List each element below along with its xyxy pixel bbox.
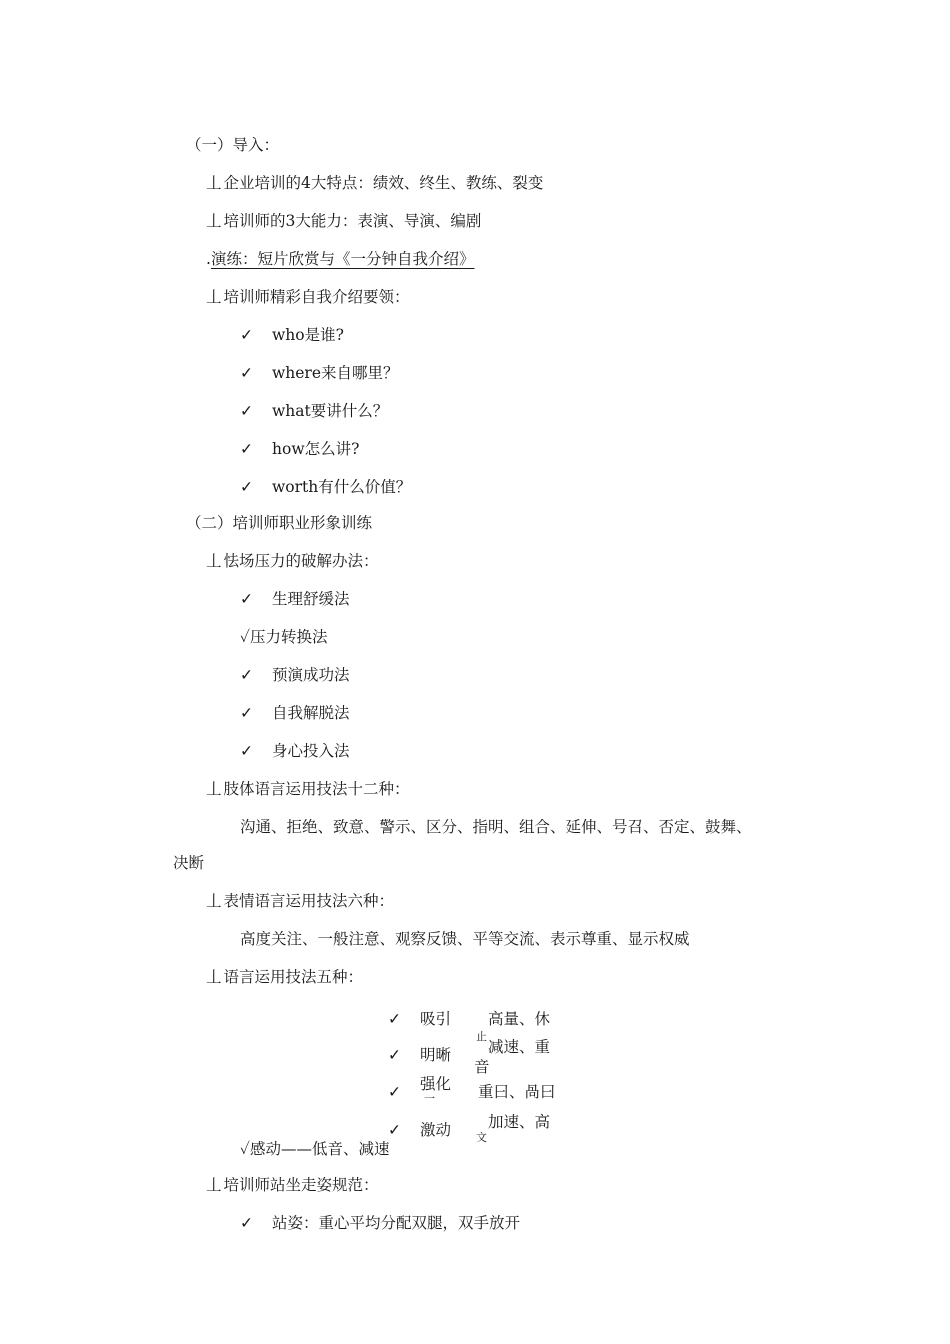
check-icon: ✓ — [240, 478, 253, 496]
check-item: ✓ where来自哪里？ — [240, 364, 399, 382]
voice-method: 减速、重 — [488, 1038, 551, 1056]
list-item: 丄 培训师的3大能力：表演、导演、编剧 — [206, 212, 482, 230]
list-item: .演练：短片欣赏与《一分钟自我介绍》 — [206, 250, 475, 268]
check-icon: ✓ — [240, 402, 253, 420]
list-item: 丄 肢体语言运用技法十二种： — [206, 780, 410, 798]
check-icon: ✓ — [388, 1046, 401, 1064]
check-icon: ✓ — [240, 590, 253, 608]
section-heading-1: （一）导入： — [186, 136, 280, 154]
check-item: ✓ 身心投入法 — [240, 742, 350, 760]
voice-method: 加速、高 — [488, 1113, 551, 1131]
check-icon: ✓ — [388, 1083, 401, 1101]
check-icon: ✓ — [240, 1214, 253, 1232]
list-item: 丄 培训师精彩自我介绍要领： — [206, 288, 410, 306]
voice-technique: 激动 — [420, 1121, 452, 1139]
check-icon: ✓ — [240, 666, 253, 684]
check-icon: ✓ — [388, 1121, 401, 1139]
check-item: ✓ 自我解脱法 — [240, 704, 350, 722]
check-icon: ✓ — [240, 326, 253, 344]
check-icon: ✓ — [388, 1010, 401, 1028]
check-icon: ✓ — [240, 440, 253, 458]
paragraph-text: 沟通、拒绝、致意、警示、区分、指明、组合、延伸、号召、否定、鼓舞、 — [240, 818, 752, 836]
text-fragment: 一 — [424, 1092, 435, 1105]
check-icon: ✓ — [240, 1140, 250, 1158]
check-item: ✓压力转换法 — [240, 628, 328, 646]
text-fragment: 音 — [474, 1058, 490, 1076]
check-item: ✓ how怎么讲? — [240, 440, 360, 458]
check-icon: ✓ — [240, 742, 253, 760]
check-item: ✓ 预演成功法 — [240, 666, 350, 684]
voice-technique: 强化 — [420, 1075, 452, 1093]
check-item: ✓ who是谁? — [240, 326, 344, 344]
section-heading-2: （二）培训师职业形象训练 — [186, 514, 373, 532]
voice-method: 重曰、咼曰 — [478, 1083, 556, 1101]
check-item: ✓ 站姿：重心平均分配双腿，双手放开 — [240, 1214, 521, 1232]
check-icon: ✓ — [240, 704, 253, 722]
paragraph-text: 高度关注、一般注意、观察反馈、平等交流、表示尊重、显示权威 — [240, 930, 690, 948]
list-item: 丄 怯场压力的破解办法： — [206, 552, 379, 570]
check-item: ✓ what要讲什么？ — [240, 402, 389, 420]
paragraph-text: 决断 — [173, 854, 205, 872]
text-fragment: 文 — [476, 1131, 487, 1144]
voice-technique: 明晰 — [420, 1046, 452, 1064]
text-fragment: 止 — [476, 1030, 487, 1043]
voice-technique: 吸引 — [420, 1010, 452, 1028]
list-item: 丄 企业培训的4大特点：绩效、终生、教练、裂变 — [206, 174, 544, 192]
voice-method: 高量、休 — [488, 1010, 551, 1028]
underlined-text: 演练：短片欣赏与《一分钟自我介绍》 — [210, 250, 475, 268]
list-item: 丄 表情语言运用技法六种： — [206, 892, 395, 910]
check-icon: ✓ — [240, 364, 253, 382]
check-icon: ✓ — [240, 628, 250, 646]
list-item: 丄 语言运用技法五种： — [206, 968, 364, 986]
list-item: 丄 培训师站坐走姿规范： — [206, 1176, 379, 1194]
check-item: ✓ 生理舒缓法 — [240, 590, 350, 608]
check-item: ✓ worth有什么价值？ — [240, 478, 412, 496]
check-item: ✓感动——低音、减速 — [240, 1140, 390, 1158]
